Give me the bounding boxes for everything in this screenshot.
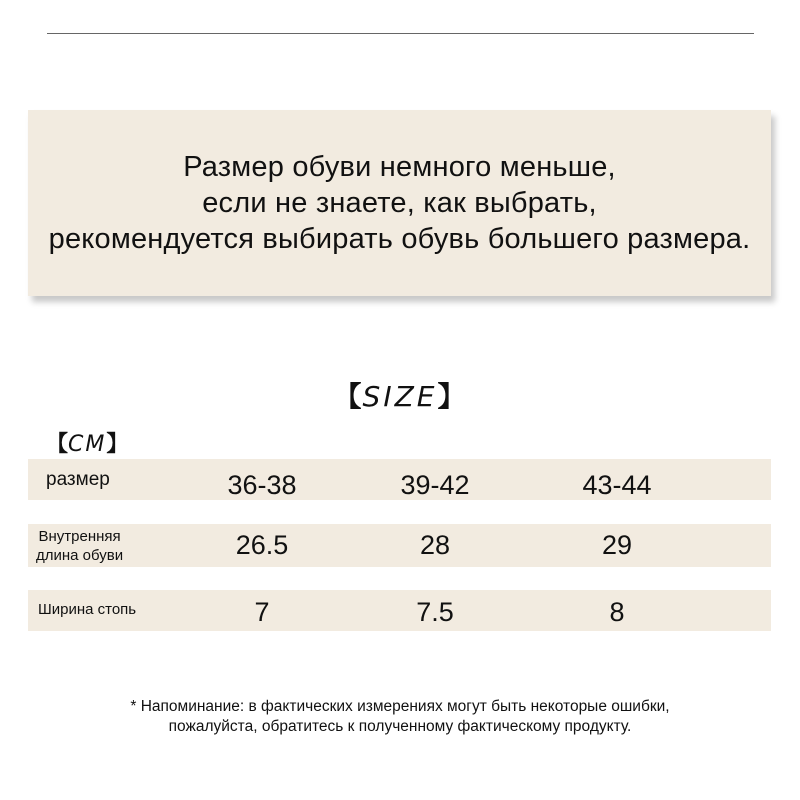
table-row-inner-length bbox=[28, 524, 771, 567]
notice-line-2: если не знаете, как выбрать, bbox=[202, 187, 597, 219]
measurement-footnote bbox=[0, 697, 800, 737]
footnote-line-1: * Напоминание: в фактических измерениях могут быть некоторые ошибки, bbox=[130, 698, 670, 715]
size-notice-panel bbox=[28, 110, 771, 296]
footnote-line-2: пожалуйста, обратитесь к полученному фактическому продукту. bbox=[168, 718, 632, 735]
table-cell: 26.5 bbox=[235, 530, 289, 560]
table-cell: 39-42 bbox=[400, 470, 470, 500]
size-heading-close-bracket: 】 bbox=[437, 381, 467, 412]
table-cell: 43-44 bbox=[582, 470, 652, 500]
table-cell: 36-38 bbox=[227, 470, 297, 500]
size-heading-text: SIZE bbox=[362, 380, 438, 413]
unit-label-open-bracket: 【 bbox=[46, 431, 69, 456]
unit-label-text: CM bbox=[68, 432, 107, 457]
notice-line-1: Размер обуви немного меньше, bbox=[183, 151, 616, 183]
size-heading bbox=[0, 375, 800, 415]
row-label-inner-length-line-1: Внутренняя bbox=[38, 528, 121, 545]
table-cell: 7.5 bbox=[416, 597, 454, 627]
notice-line-3: рекомендуется выбирать обувь большего размера. bbox=[48, 223, 751, 255]
table-cell: 29 bbox=[601, 530, 633, 560]
row-label-foot-width-line-1: Ширина стопь bbox=[38, 601, 137, 618]
top-divider bbox=[47, 33, 754, 34]
table-row-size bbox=[28, 459, 771, 500]
table-row-foot-width bbox=[28, 590, 771, 631]
row-label-inner-length-line-2: длина обуви bbox=[36, 547, 124, 564]
row-label-inner-length bbox=[36, 527, 123, 565]
size-heading-open-bracket: 【 bbox=[333, 381, 363, 412]
unit-label bbox=[46, 427, 128, 458]
table-cell: 7 bbox=[254, 597, 270, 627]
table-cell: 8 bbox=[609, 597, 625, 627]
unit-label-close-bracket: 】 bbox=[106, 431, 129, 456]
row-label-size-line-1: размер bbox=[46, 469, 110, 490]
row-label-foot-width bbox=[38, 601, 136, 618]
row-label-size bbox=[46, 469, 110, 491]
table-cell: 28 bbox=[419, 530, 451, 560]
